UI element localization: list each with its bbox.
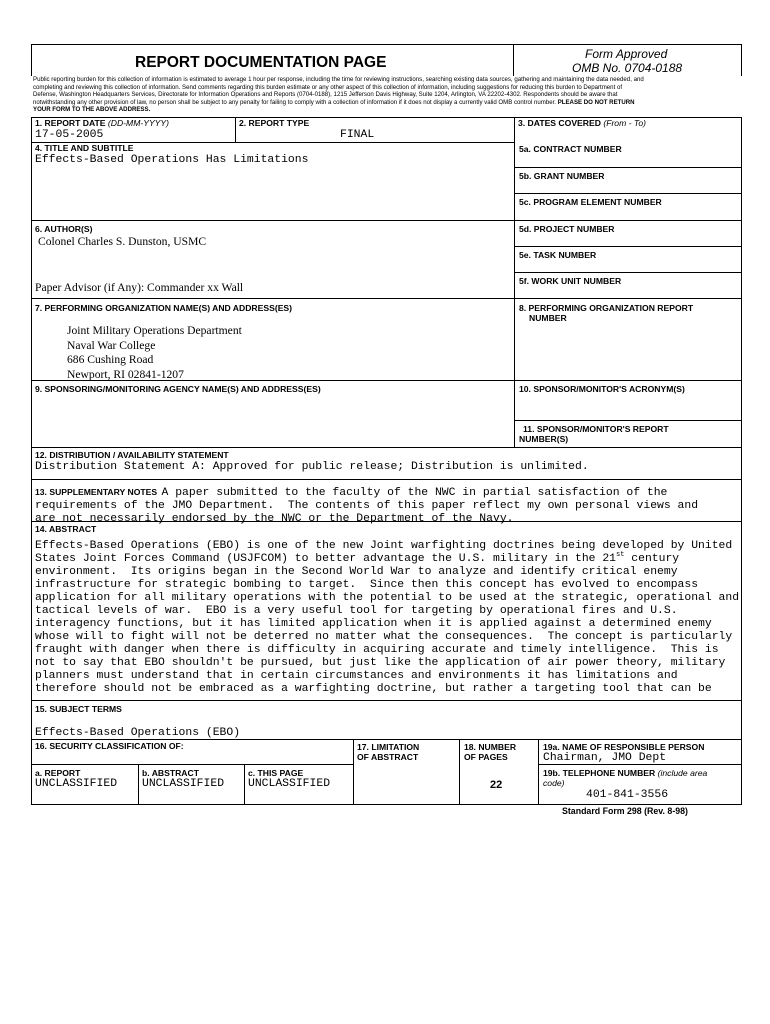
form-approved-label: Form Approved	[585, 47, 668, 61]
performing-report-label	[519, 303, 693, 323]
standard-form-label: Standard Form 298 (Rev. 8-98)	[562, 806, 688, 816]
burden-notice-line	[33, 99, 741, 107]
report-type-label: 2. REPORT TYPE	[239, 118, 310, 128]
report-date-label-text: 1. REPORT DATE	[35, 118, 106, 128]
address-line: Newport, RI 02841-1207	[67, 367, 184, 381]
responsible-person-label: 19a. NAME OF RESPONSIBLE PERSON	[543, 742, 705, 752]
telephone-label-text: 19b. TELEPHONE NUMBER	[543, 768, 656, 778]
abstract-label: 14. ABSTRACT	[35, 524, 97, 534]
abstract-line: not to say that EBO shouldn't be pursued, but just like the application of air power theory, military	[35, 657, 726, 669]
dates-covered-label	[518, 118, 646, 128]
address-line: Naval War College	[67, 338, 156, 352]
address-line: 686 Cushing Road	[67, 353, 154, 366]
abstract-line: whose will to fight will not be deterred no matter what the consequences. The concept is particularly	[35, 631, 733, 643]
report-class-label: a. REPORT	[35, 768, 81, 778]
subject-terms-label: 15. SUBJECT TERMS	[35, 704, 122, 714]
program-element-label: 5c. PROGRAM ELEMENT NUMBER	[519, 197, 662, 207]
supplementary-text: A paper submitted to the faculty of the NWC in partial satisfaction of the	[161, 487, 668, 499]
report-date-hint: (DD-MM-YYYY)	[107, 118, 170, 128]
report-date-field[interactable]: 17-05-2005	[35, 129, 104, 141]
report-type-field[interactable]: FINAL	[340, 129, 375, 141]
task-number-label: 5e. TASK NUMBER	[519, 250, 597, 260]
sponsor-report-label	[519, 424, 669, 444]
abstract-line: infrastructure for strategic bombing to target. Since then this concept has evolved to encompass	[35, 579, 699, 591]
abstract-line: Effects-Based Operations (EBO) is one of the new Joint warfighting doctrines being developed by United	[35, 540, 733, 552]
limitation-label	[357, 742, 419, 762]
abstract-line: planners must understand that in certain circumstances and environments it has limitations and	[35, 670, 678, 682]
report-class-field[interactable]: UNCLASSIFIED	[35, 778, 118, 790]
supplementary-notes[interactable]	[35, 482, 740, 526]
abstract-line: application for all military operations with the potential to be used at the strategic, operational and	[35, 592, 740, 604]
burden-notice	[33, 76, 741, 114]
performing-org-address[interactable]	[67, 324, 242, 382]
telephone-hint: (include area	[657, 768, 708, 778]
advisor-field[interactable]: Paper Advisor (if Any): Commander xx Wall	[35, 281, 244, 294]
num-pages-label-line: 18. NUMBER	[464, 742, 517, 752]
contract-number-label: 5a. CONTRACT NUMBER	[519, 144, 622, 154]
telephone-field[interactable]: 401-841-3556	[586, 789, 669, 801]
telephone-hint-continued	[543, 778, 565, 788]
address-line: Joint Military Operations Department	[67, 324, 242, 337]
project-number-label: 5d. PROJECT NUMBER	[519, 224, 615, 234]
abstract-field[interactable]	[35, 540, 740, 699]
abstract-class-label: b. ABSTRACT	[142, 768, 199, 778]
performing-org-label: 7. PERFORMING ORGANIZATION NAME(S) AND ADDRESS(ES)	[35, 303, 293, 313]
abstract-line: interagency functions, but it has limited application when it is applied against a determined enemy	[35, 618, 712, 630]
title-field[interactable]: Effects-Based Operations Has Limitations	[35, 154, 309, 166]
sponsoring-agency-label: 9. SPONSORING/MONITORING AGENCY NAME(S) AND ADDRESS(ES)	[35, 384, 321, 394]
do-not-return-notice: PLEASE DO NOT RETURN	[557, 98, 635, 106]
abstract-class-field[interactable]: UNCLASSIFIED	[142, 778, 225, 790]
burden-notice-line: YOUR FORM TO THE ABOVE ADDRESS.	[33, 106, 151, 114]
dates-covered-label-text: 3. DATES COVERED	[518, 118, 601, 128]
abstract-line: environment. Its origins began in the Second World War to analyze and identify critical enemy	[35, 566, 678, 578]
sponsor-report-label-line: 11. SPONSOR/MONITOR'S REPORT	[523, 424, 669, 434]
telephone-label	[543, 768, 707, 778]
burden-notice-line: completing and reviewing this collection of information. Send comments regarding this burden estimate or any other aspect of this collection of information, including suggestions for reducing this burden to Department of	[33, 83, 623, 91]
supplementary-label: 13. SUPPLEMENTARY NOTES	[35, 487, 158, 497]
omb-number: OMB No. 0704-0188	[572, 61, 683, 75]
limitation-label-line: 17. LIMITATION	[357, 742, 420, 752]
burden-notice-line: Public reporting burden for this collection of information is estimated to average 1 hour per response, including the time for reviewing instructions, searching existing data sources, gathering and maintaining the data needed, and	[33, 76, 644, 83]
subject-terms-text: Effects-Based Operations (EBO)	[35, 727, 241, 739]
distribution-field[interactable]: Distribution Statement A: Approved for public release; Distribution is unlimited.	[35, 461, 589, 473]
authors-field[interactable]: Colonel Charles S. Dunston, USMC	[38, 235, 207, 248]
dates-covered-hint: (From - To)	[603, 118, 646, 128]
telephone-hint: code)	[543, 778, 565, 788]
dates-covered-field[interactable]	[516, 129, 740, 141]
num-pages-field[interactable]: 22	[490, 779, 503, 791]
burden-notice-line: Defense, Washington Headquarters Services, Directorate for Information Operations and Reports (0704-0188), 1215 Jefferson Davis Highway, Suite 1204, Arlington, VA 22202-4302. Respondents should be aware that	[33, 91, 618, 99]
abstract-line: tactical levels of war. EBO is a very useful tool for targeting by operational fires and U.S.	[35, 605, 678, 617]
performing-report-label-line: NUMBER	[529, 313, 567, 323]
sponsor-acronym-label: 10. SPONSOR/MONITOR'S ACRONYM(S)	[519, 384, 685, 394]
abstract-text: century	[624, 553, 680, 565]
performing-report-label-line: 8. PERFORMING ORGANIZATION REPORT	[519, 303, 694, 313]
supplementary-text: requirements of the JMO Department. The contents of this paper reflect my own personal views and	[35, 500, 699, 512]
subject-terms-field[interactable]	[35, 727, 355, 739]
num-pages-label-line: OF PAGES	[464, 752, 508, 762]
title-label: 4. TITLE AND SUBTITLE	[35, 143, 134, 153]
report-date-label	[35, 118, 169, 128]
responsible-person-field[interactable]: Chairman, JMO Dept	[543, 752, 667, 764]
supplementary-text: are not necessarily endorsed by the NWC or the Department of the Navy.	[35, 513, 514, 525]
header-divider	[513, 44, 514, 76]
burden-notice-text: notwithstanding any other provision of law, no person shall be subject to any penalty for failing to comply with a collection of information if it does not display a currently valid OMB control number.	[33, 98, 556, 106]
authors-label: 6. AUTHOR(S)	[35, 224, 93, 234]
abstract-text: States Joint Forces Command (USJFCOM) to better advantage the U.S. military in the 21	[35, 553, 617, 565]
abstract-line: therefore should not be embraced as a warfighting doctrine, but rather a targeting tool that can be	[35, 683, 712, 695]
page-class-field[interactable]: UNCLASSIFIED	[248, 778, 331, 790]
abstract-superscript: st	[616, 551, 625, 560]
sponsor-report-label-line: NUMBER(S)	[519, 434, 569, 444]
security-classification-label: 16. SECURITY CLASSIFICATION OF:	[35, 741, 184, 751]
abstract-line	[35, 553, 740, 566]
page-class-label: c. THIS PAGE	[248, 768, 304, 778]
work-unit-label: 5f. WORK UNIT NUMBER	[519, 276, 622, 286]
limitation-label-line: OF ABSTRACT	[357, 752, 419, 762]
num-pages-label	[464, 742, 516, 762]
grant-number-label: 5b. GRANT NUMBER	[519, 171, 605, 181]
abstract-line: fraught with danger when there is difficulty in acquiring accurate and timely intelligence. This is	[35, 644, 719, 656]
page-title: REPORT DOCUMENTATION PAGE	[135, 54, 387, 71]
distribution-label: 12. DISTRIBUTION / AVAILABILITY STATEMENT	[35, 450, 229, 460]
